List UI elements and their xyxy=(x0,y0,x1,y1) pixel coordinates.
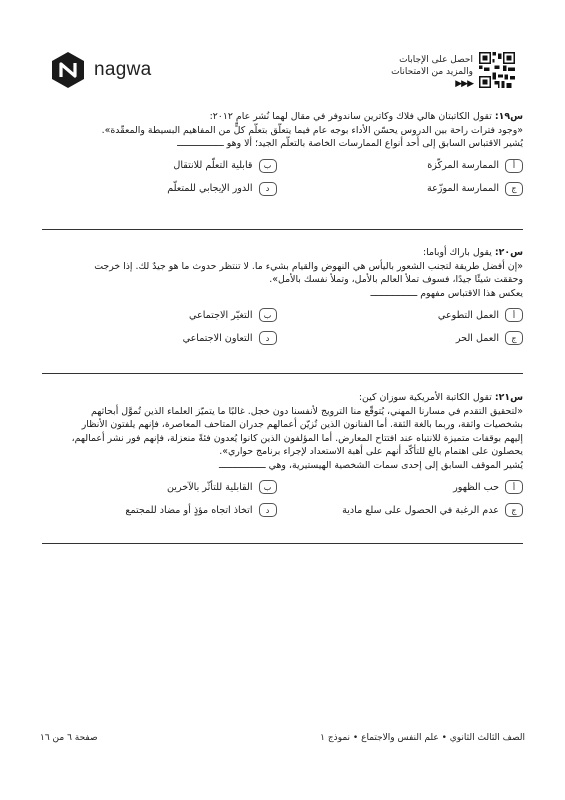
course-info: الصف الثالث الثانوي • علم النفس والاجتماع • نموذج ١ xyxy=(320,733,525,743)
question-19-line-2: «وجود فترات راحة بين الدروس يحسّن الأداء بوجه عام فيما يتعلّق بتعلّم كلٍّ من المفاهيم البسيطة والمعقّدة». xyxy=(101,124,523,136)
promo-text xyxy=(391,54,473,78)
promo-line-2: والمزيد من الامتحانات xyxy=(391,67,473,77)
option-letter: د xyxy=(259,182,277,196)
qr-code-icon xyxy=(479,52,515,88)
option-letter: ب xyxy=(259,159,277,173)
option-letter: ج xyxy=(505,503,523,517)
question-20-number: س٢٠: xyxy=(494,247,523,258)
option-letter: أ xyxy=(505,159,523,173)
option-letter: ب xyxy=(259,308,277,322)
option-b[interactable] xyxy=(42,159,277,173)
option-a[interactable] xyxy=(289,480,524,494)
question-19-options xyxy=(42,159,523,196)
question-19-number: س١٩: xyxy=(494,111,523,122)
option-letter: ج xyxy=(505,331,523,345)
option-text: التغيّر الاجتماعي xyxy=(188,309,253,321)
question-21-line-4: إليهم بوقفات متميزة للانتباه عند افتتاح المعارض. أما المؤلفون الذين كانوا يُعدون فئةً منعزلة، فإنهم فور نشر أعمالهم، xyxy=(71,432,523,444)
option-text: عدم الرغبة في الحصول على سلع مادية xyxy=(342,504,499,516)
option-a[interactable] xyxy=(289,159,524,173)
question-21 xyxy=(42,391,523,517)
page-number: صفحة ٦ من ١٦ xyxy=(40,733,98,743)
nagwa-logo xyxy=(50,52,152,88)
option-letter: ج xyxy=(505,182,523,196)
option-text: الممارسة المركّزة xyxy=(427,160,499,171)
option-text: الدور الإيجابي للمتعلّم xyxy=(167,183,253,194)
question-20-line-4: يعكس هذا الاقتباس مفهوم ـــــــــــــــــ xyxy=(370,287,523,299)
option-d[interactable] xyxy=(42,182,277,196)
option-b[interactable] xyxy=(42,308,277,322)
logo-wordmark: nagwa xyxy=(94,59,152,80)
option-c[interactable] xyxy=(289,503,524,517)
option-text: الممارسة الموزّعة xyxy=(426,183,499,194)
option-c[interactable] xyxy=(289,182,524,196)
option-text: القابلية للتأثّر بالآخرين xyxy=(167,481,253,493)
question-20-line-3: وحققت شيئًا جيدًا، فسوف تملأ العالم بالأمل، وتملأ نفسك بالأمل». xyxy=(269,274,523,285)
option-letter: ب xyxy=(259,480,277,494)
question-19 xyxy=(42,110,523,196)
question-20 xyxy=(42,246,523,345)
option-text: اتخاذ اتجاه مؤذٍ أو مضاد للمجتمع xyxy=(125,504,253,516)
question-21-line-3: بشخصيات واثقة، وربما بالغة الثقة. أما الفنانون الذين تُزيّن أعمالهم جدران المتاحف المعاصرة، فإنهم يلفتون الأنظار xyxy=(81,419,523,430)
question-21-options xyxy=(42,480,523,517)
question-19-line-1: س١٩: تقول الكاتبتان هالي فلاك وكاترين ساندوفر في مقال لهما نُشر عام ٢٠١٢: xyxy=(209,111,523,122)
divider xyxy=(42,543,523,544)
option-letter: أ xyxy=(505,480,523,494)
question-21-number: س٢١: xyxy=(494,392,523,403)
question-19-line-3: يُشير الاقتباس السابق إلى أحد أنواع الممارسات الخاصة بالتعلّم الجيد؛ ألا وهو ـــــــــــــــــ xyxy=(177,138,523,149)
question-21-line-5: يحصلون على اهتمام بالغ للتأكّد أنهم على أهبة الاستعداد لإجراء برنامج حواري». xyxy=(219,446,523,457)
question-20-line-2: «إن أفضل طريقة لتجنب الشعور باليأس هي النهوض والقيام بشيء ما. لا تنتظر حدوث ما هو جيدٌ لك. إذا خرجت xyxy=(94,260,523,272)
option-text: العمل التطوعي xyxy=(437,309,499,321)
divider xyxy=(42,229,523,230)
option-b[interactable] xyxy=(42,480,277,494)
question-21-line-6: يُشير الموقف السابق إلى إحدى سمات الشخصية الهيستيرية، وهي ـــــــــــــــــ xyxy=(218,459,523,471)
promo-line-1: احصل على الإجابات xyxy=(399,55,473,65)
option-text: قابلية التعلّم للانتقال xyxy=(173,160,253,171)
question-20-options xyxy=(42,308,523,345)
option-c[interactable] xyxy=(289,331,524,345)
option-d[interactable] xyxy=(42,503,277,517)
option-text: التعاون الاجتماعي xyxy=(182,332,253,344)
option-letter: د xyxy=(259,503,277,517)
option-letter: أ xyxy=(505,308,523,322)
divider xyxy=(42,373,523,374)
question-21-line-2: «لتحقيق التقدم في مسارنا المهني، يُتوقّع منا الترويج لأنفسنا دون خجل. غالبًا ما يتميّز العلماء الذين تُموَّل أبحاثهم xyxy=(91,405,523,417)
option-a[interactable] xyxy=(289,308,524,322)
promo-arrows-icon: ▶▶▶ xyxy=(455,79,473,89)
qr-promo[interactable] xyxy=(375,52,515,92)
option-text: العمل الحر xyxy=(455,332,499,344)
option-letter: د xyxy=(259,331,277,345)
nagwa-logo-icon xyxy=(50,52,86,88)
option-d[interactable] xyxy=(42,331,277,345)
question-21-line-1: س٢١: تقول الكاتبة الأمريكية سوزان كين: xyxy=(358,392,523,403)
question-20-line-1: س٢٠: يقول باراك أوباما: xyxy=(422,247,523,258)
option-text: حب الظهور xyxy=(453,481,499,493)
